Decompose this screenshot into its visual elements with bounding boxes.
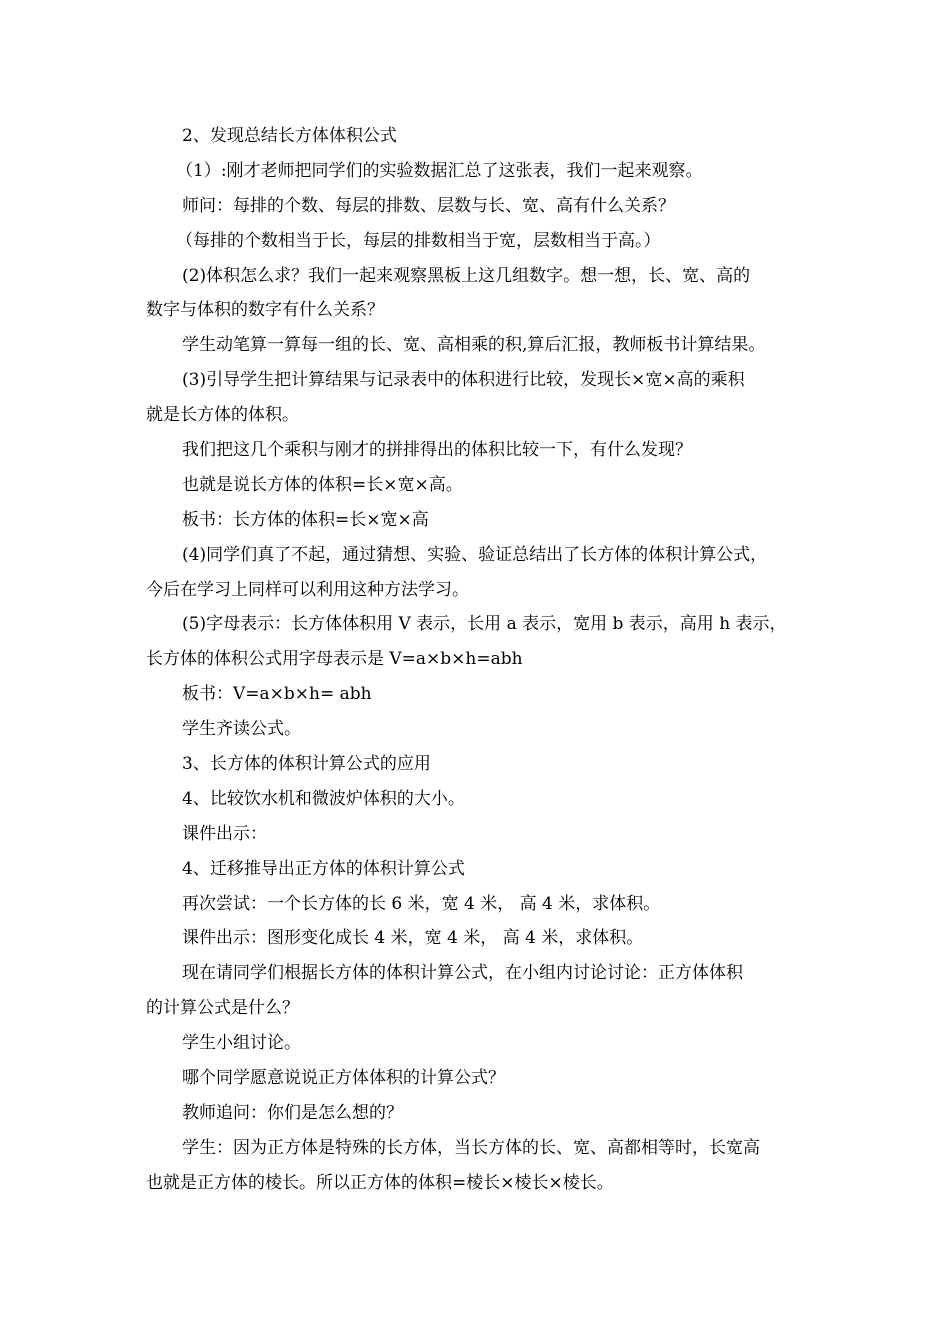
text-line: (2)体积怎么求？我们一起来观察黑板上这几组数字。想一想，长、宽、高的 (182, 265, 751, 286)
text-line: 哪个同学愿意说说正方体体积的计算公式？ (182, 1068, 505, 1089)
text-line: （每排的个数相当于长，每层的排数相当于宽，层数相当于高。） (176, 230, 661, 251)
text-line: 4、迁移推导出正方体的体积计算公式 (182, 858, 465, 879)
text-line: 2、发现总结长方体体积公式 (182, 126, 397, 146)
text-line: 今后在学习上同样可以利用这种方法学习。 (146, 579, 469, 600)
text-line: 也就是正方体的棱长。所以正方体的体积=棱长×棱长×棱长。 (146, 1172, 614, 1193)
text-line: 课件出示：图形变化成长 4 米，宽 4 米， 高 4 米，求体积。 (182, 928, 644, 949)
text-line: (5)字母表示：长方体体积用 V 表示，长用 a 表示，宽用 b 表示，高用 h 表示， (182, 614, 787, 635)
text-line: 师问：每排的个数、每层的排数、层数与长、宽、高有什么关系？ (182, 195, 675, 216)
text-line: 也就是说长方体的体积=长×宽×高。 (182, 474, 463, 495)
text-line: 数字与体积的数字有什么关系？ (146, 300, 384, 321)
text-line: （1）:刚才老师把同学们的实验数据汇总了这张表，我们一起来观察。 (176, 160, 703, 181)
text-line: 长方体的体积公式用字母表示是 V=a×b×h=abh (146, 649, 523, 670)
text-line: 4、比较饮水机和微波炉体积的大小。 (182, 788, 465, 809)
text-line: 学生：因为正方体是特殊的长方体，当长方体的长、宽、高都相等时，长宽高 (182, 1137, 760, 1158)
text-line: (3)引导学生把计算结果与记录表中的体积进行比较，发现长×宽×高的乘积 (182, 370, 745, 391)
text-line: 的计算公式是什么？ (146, 998, 299, 1019)
text-line: 就是长方体的体积。 (146, 405, 299, 426)
text-line: 3、长方体的体积计算公式的应用 (182, 754, 431, 775)
text-line: 再次尝试：一个长方体的长 6 米，宽 4 米， 高 4 米，求体积。 (182, 893, 661, 914)
text-line: 学生齐读公式。 (182, 719, 301, 740)
document-body (146, 119, 814, 1201)
text-line: (4)同学们真了不起，通过猜想、实验、验证总结出了长方体的体积计算公式， (182, 544, 768, 565)
text-line: 学生小组讨论。 (182, 1033, 301, 1054)
text-line: 板书：长方体的体积=长×宽×高 (182, 509, 429, 530)
text-line: 板书：V=a×b×h= abh (182, 684, 372, 705)
text-line: 现在请同学们根据长方体的体积计算公式，在小组内讨论讨论：正方体体积 (182, 963, 743, 984)
text-line: 教师追问：你们是怎么想的？ (182, 1102, 403, 1123)
text-line: 我们把这几个乘积与刚才的拼排得出的体积比较一下，有什么发现？ (182, 440, 692, 461)
text-line: 学生动笔算一算每一组的长、宽、高相乘的积,算后汇报，教师板书计算结果。 (182, 335, 766, 356)
text-line: 课件出示： (182, 823, 267, 844)
